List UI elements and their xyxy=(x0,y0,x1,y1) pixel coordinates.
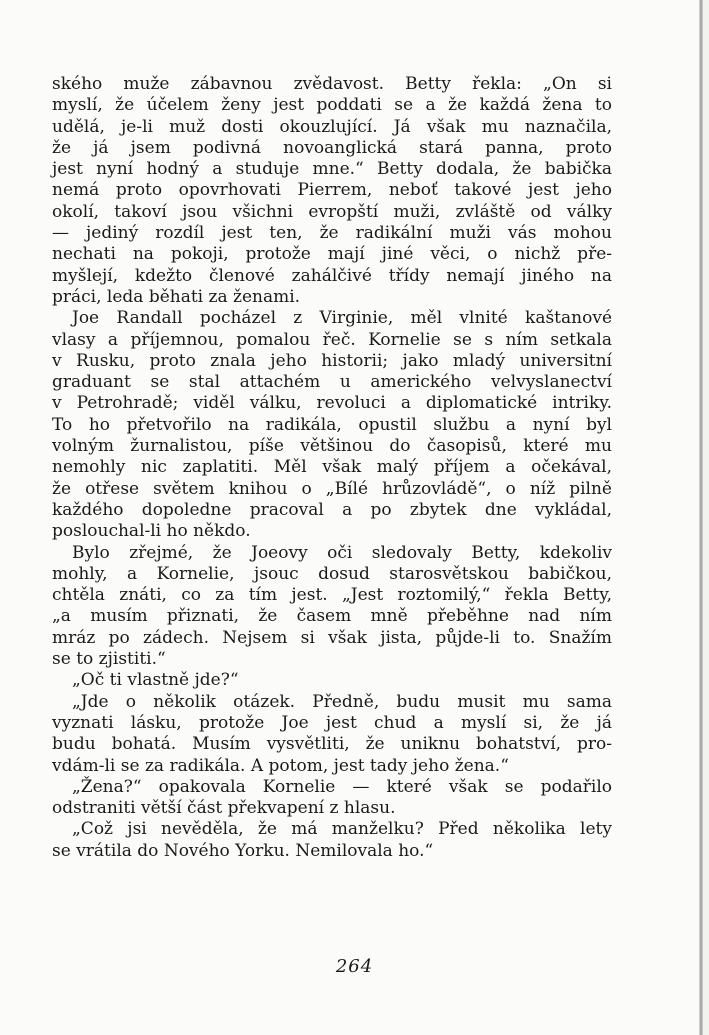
text-line: jest nyní hodný a studuje mne.“ Betty dodala, že babička xyxy=(52,159,612,180)
text-line: se to zjistiti.“ xyxy=(52,649,166,670)
text-line: ského muže zábavnou zvědavost. Betty řekla: „On si xyxy=(52,74,612,94)
body-text xyxy=(52,74,612,862)
text-line: „a musím přiznati, že časem mně přeběhne nad ním xyxy=(52,606,612,627)
page-edge xyxy=(699,0,703,1035)
text-line: „Žena?“ opakovala Kornelie — které však se podařilo xyxy=(72,776,612,797)
text-line: myslí, že účelem ženy jest poddati se a že každá žena to xyxy=(52,95,612,116)
text-line: okolí, takoví jsou všichni evropští muži, zvláště od války xyxy=(52,201,612,222)
text-line: volným žurnalistou, píše většinou do časopisů, které mu xyxy=(52,436,612,457)
text-line: chtěla znáti, co za tím jest. „Jest roztomilý,“ řekla Betty, xyxy=(52,585,612,606)
text-line: každého dopoledne pracoval a po zbytek dne vykládal, xyxy=(52,499,612,520)
text-line: vdám-li se za radikála. A potom, jest tady jeho žena.“ xyxy=(52,755,509,776)
text-line: udělá, je-li muž dosti okouzlující. Já však mu naznačila, xyxy=(52,116,612,137)
text-line: nemá proto opovrhovati Pierrem, neboť takové jest jeho xyxy=(52,180,612,201)
text-line: „Což jsi nevěděla, že má manželku? Před několika lety xyxy=(72,819,612,840)
text-line: v Petrohradě; viděl válku, revoluci a diplomatické intriky. xyxy=(52,393,612,414)
text-line: mráz po zádech. Nejsem si však jista, půjde-li to. Snažím xyxy=(52,627,612,648)
text-line: „Jde o několik otázek. Předně, budu musit mu sama xyxy=(72,691,612,712)
text-line: — jediný rozdíl jest ten, že radikální muži vás mohou xyxy=(52,223,612,244)
page-edge-shadow xyxy=(703,0,709,1035)
text-line: „Oč ti vlastně jde?“ xyxy=(72,670,239,691)
text-line: Bylo zřejmé, že Joeovy oči sledovaly Betty, kdekoliv xyxy=(72,542,612,563)
text-line: Joe Randall pocházel z Virginie, měl vlnité kaštanové xyxy=(72,308,612,329)
text-line: budu bohatá. Musím vysvětliti, že uniknu bohatství, pro- xyxy=(52,734,612,755)
text-line: mohly, a Kornelie, jsouc dosud starosvětskou babičkou, xyxy=(52,563,612,584)
text-line: vyznati lásku, protože Joe jest chud a myslí si, že já xyxy=(52,712,612,733)
text-line: nechati na pokoji, protože mají jiné věci, o nichž pře- xyxy=(52,244,612,265)
text-line: že já jsem podivná novoanglická stará panna, proto xyxy=(52,137,612,158)
text-line: myšlejí, kdežto členové zahálčivé třídy nemají jiného na xyxy=(52,265,612,286)
text-line: se vrátila do Nového Yorku. Nemilovala ho.“ xyxy=(52,840,434,861)
text-line: nemohly nic zaplatiti. Měl však malý příjem a očekával, xyxy=(52,457,612,478)
text-line: graduant se stal attachém u amerického velvyslanectví xyxy=(52,372,612,393)
text-line: v Rusku, proto znala jeho historii; jako mladý universitní xyxy=(52,350,612,371)
text-line: poslouchal-li ho někdo. xyxy=(52,521,251,542)
page-number: 264 xyxy=(335,956,374,977)
text-line: vlasy a příjemnou, pomalou řeč. Kornelie se s ním setkala xyxy=(52,329,612,350)
text-line: To ho přetvořilo na radikála, opustil službu a nyní byl xyxy=(52,414,612,435)
text-line: práci, leda běhati za ženami. xyxy=(52,286,301,307)
text-line: že otřese světem knihou o „Bílé hrůzovládě“, o níž pilně xyxy=(52,478,612,499)
text-line: odstraniti větší část překvapení z hlasu. xyxy=(52,798,396,819)
